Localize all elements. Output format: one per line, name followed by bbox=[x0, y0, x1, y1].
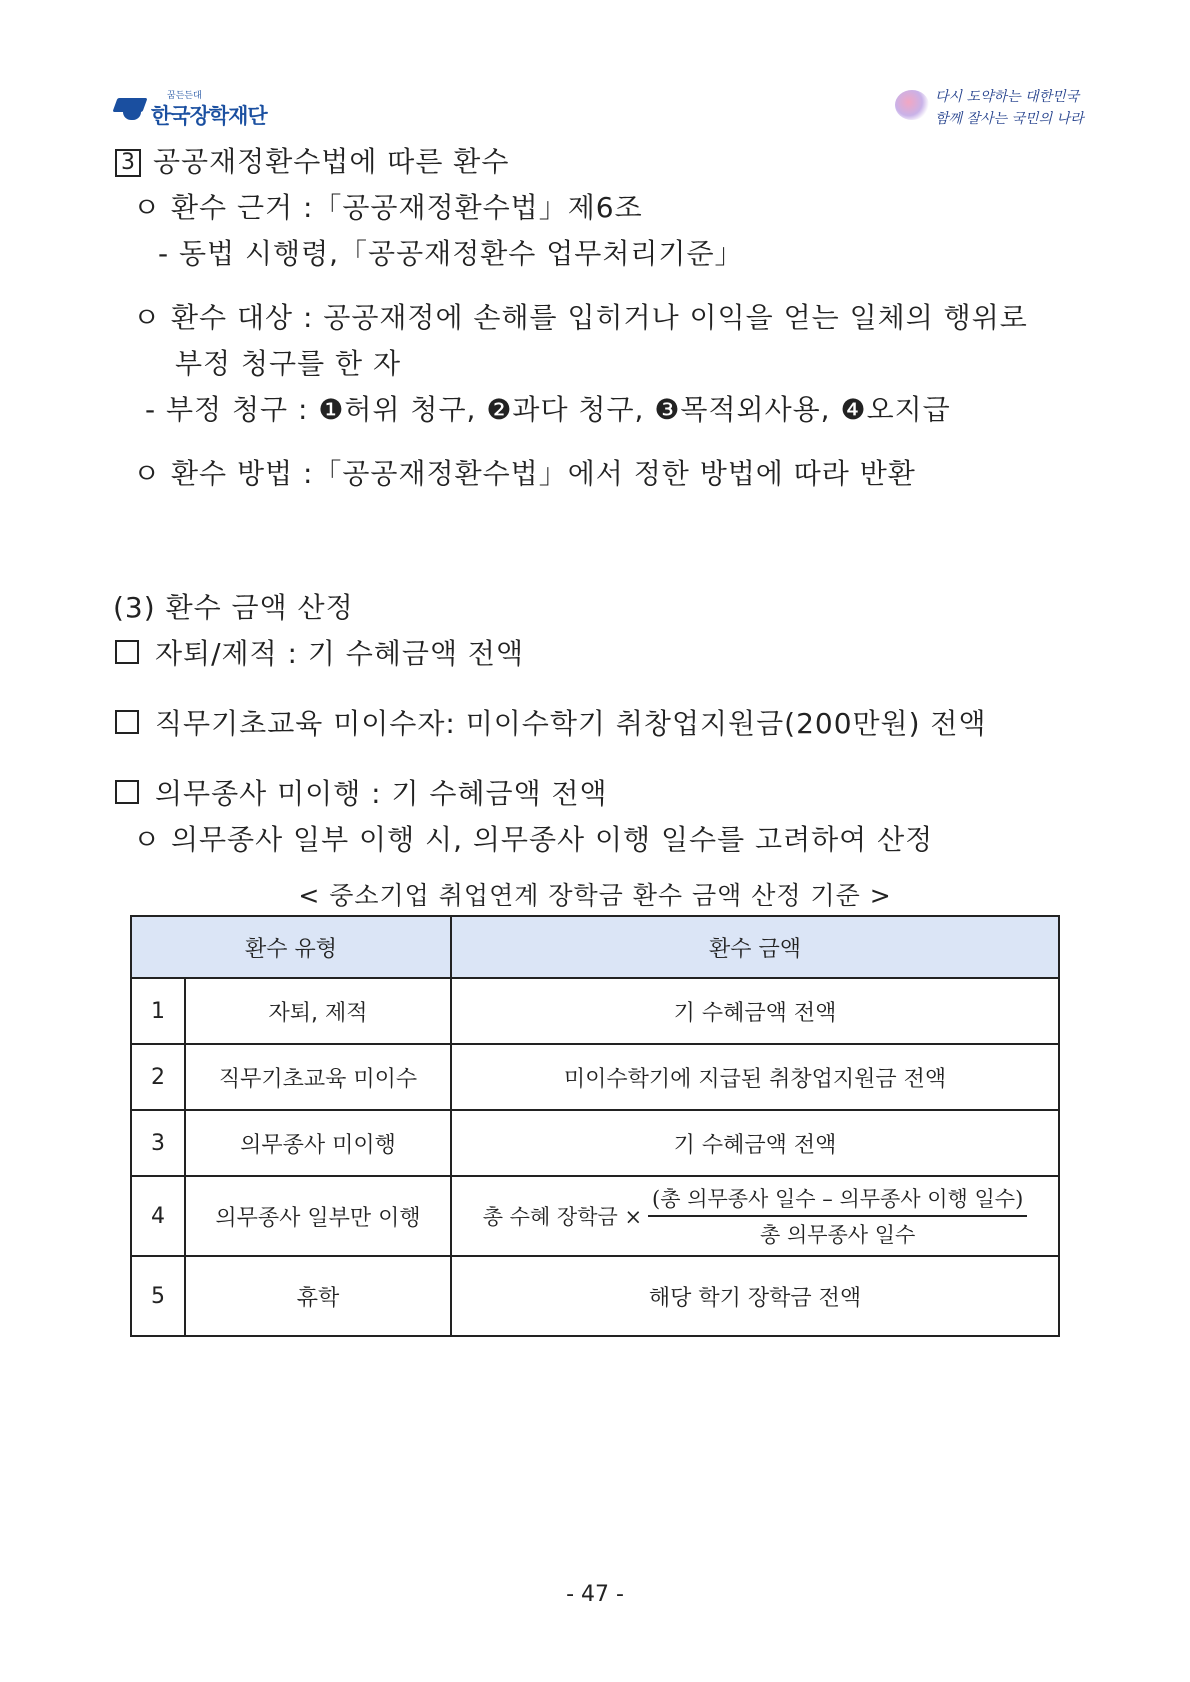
row-number: 3 bbox=[131, 1110, 185, 1176]
table-row bbox=[131, 978, 1059, 1044]
checkbox-icon bbox=[115, 640, 139, 664]
improper-claims: - 부정 청구 : ❶허위 청구, ❷과다 청구, ❸목적외사용, ❹오지급 bbox=[145, 393, 951, 426]
checkbox-icon bbox=[115, 780, 139, 804]
slogan-line-1: 다시 도약하는 대한민국 bbox=[935, 89, 1080, 105]
table-caption: < 중소기업 취업연계 장학금 환수 금액 산정 기준 > bbox=[298, 881, 892, 910]
kosaf-logo bbox=[115, 86, 295, 132]
row-amount: 기 수혜금액 전액 bbox=[451, 1110, 1059, 1176]
slogan-line-2: 함께 잘사는 국민의 나라 bbox=[935, 111, 1084, 127]
row-type: 자퇴, 제적 bbox=[185, 978, 451, 1044]
amount-item-3-text: 의무종사 미이행 : 기 수혜금액 전액 bbox=[155, 777, 608, 810]
recovery-target-line-2: 부정 청구를 한 자 bbox=[175, 347, 402, 380]
graduation-cap-base bbox=[123, 108, 141, 120]
row-amount: 미이수학기에 지급된 취창업지원금 전액 bbox=[451, 1044, 1059, 1110]
recovery-basis: ㅇ 환수 근거 :「공공재정환수법」제6조 bbox=[133, 191, 643, 224]
row-amount: 기 수혜금액 전액 bbox=[451, 978, 1059, 1044]
flower-emblem-icon bbox=[895, 90, 929, 120]
amount-item-1 bbox=[115, 632, 524, 672]
recovery-amount-table bbox=[130, 915, 1060, 1337]
amount-item-2-text: 직무기초교육 미이수자: 미이수학기 취창업지원금(200만원) 전액 bbox=[155, 707, 987, 740]
amount-heading: (3) 환수 금액 산정 bbox=[113, 591, 354, 624]
page-number: - 47 - bbox=[566, 1582, 624, 1607]
row-number: 2 bbox=[131, 1044, 185, 1110]
formula-denominator: 총 의무종사 일수 bbox=[759, 1223, 916, 1247]
table-row bbox=[131, 1256, 1059, 1336]
recovery-basis-sub: - 동법 시행령,「공공재정환수 업무처리기준」 bbox=[158, 237, 744, 270]
formula-numerator: (총 의무종사 일수 – 의무종사 이행 일수) bbox=[648, 1183, 1027, 1217]
table-row bbox=[131, 1110, 1059, 1176]
row-number: 4 bbox=[131, 1176, 185, 1256]
header-recovery-type: 환수 유형 bbox=[131, 916, 451, 978]
row-number: 5 bbox=[131, 1256, 185, 1336]
logo-name: 한국장학재단 bbox=[151, 104, 267, 128]
logo-tagline: 꿈든든대 bbox=[167, 91, 202, 101]
section-title bbox=[115, 140, 509, 180]
partial-recovery-formula bbox=[483, 1183, 1028, 1249]
section-title-text: 공공재정환수법에 따른 환수 bbox=[153, 145, 510, 178]
row-type: 직무기초교육 미이수 bbox=[185, 1044, 451, 1110]
row-type: 휴학 bbox=[185, 1256, 451, 1336]
row-amount-formula bbox=[451, 1176, 1059, 1256]
recovery-target-line-1: ㅇ 환수 대상 : 공공재정에 손해를 입히거나 이익을 얻는 일체의 행위로 bbox=[133, 301, 1028, 334]
row-number: 1 bbox=[131, 978, 185, 1044]
table-header-row bbox=[131, 916, 1059, 978]
formula-fraction bbox=[648, 1183, 1027, 1249]
amount-item-2 bbox=[115, 702, 987, 742]
table-row bbox=[131, 1044, 1059, 1110]
table-row bbox=[131, 1176, 1059, 1256]
row-amount: 해당 학기 장학금 전액 bbox=[451, 1256, 1059, 1336]
formula-prefix: 총 수혜 장학금 × bbox=[482, 1205, 643, 1229]
amount-item-3 bbox=[115, 772, 608, 812]
row-type: 의무종사 미이행 bbox=[185, 1110, 451, 1176]
row-type: 의무종사 일부만 이행 bbox=[185, 1176, 451, 1256]
section-number: 3 bbox=[115, 149, 141, 177]
recovery-method: ㅇ 환수 방법 :「공공재정환수법」에서 정한 방법에 따라 반환 bbox=[133, 457, 916, 490]
amount-item-1-text: 자퇴/제적 : 기 수혜금액 전액 bbox=[155, 637, 524, 670]
government-slogan-logo bbox=[895, 84, 1085, 130]
amount-item-3-sub: ㅇ 의무종사 일부 이행 시, 의무종사 이행 일수를 고려하여 산정 bbox=[133, 823, 934, 856]
header-recovery-amount: 환수 금액 bbox=[451, 916, 1059, 978]
checkbox-icon bbox=[115, 710, 139, 734]
